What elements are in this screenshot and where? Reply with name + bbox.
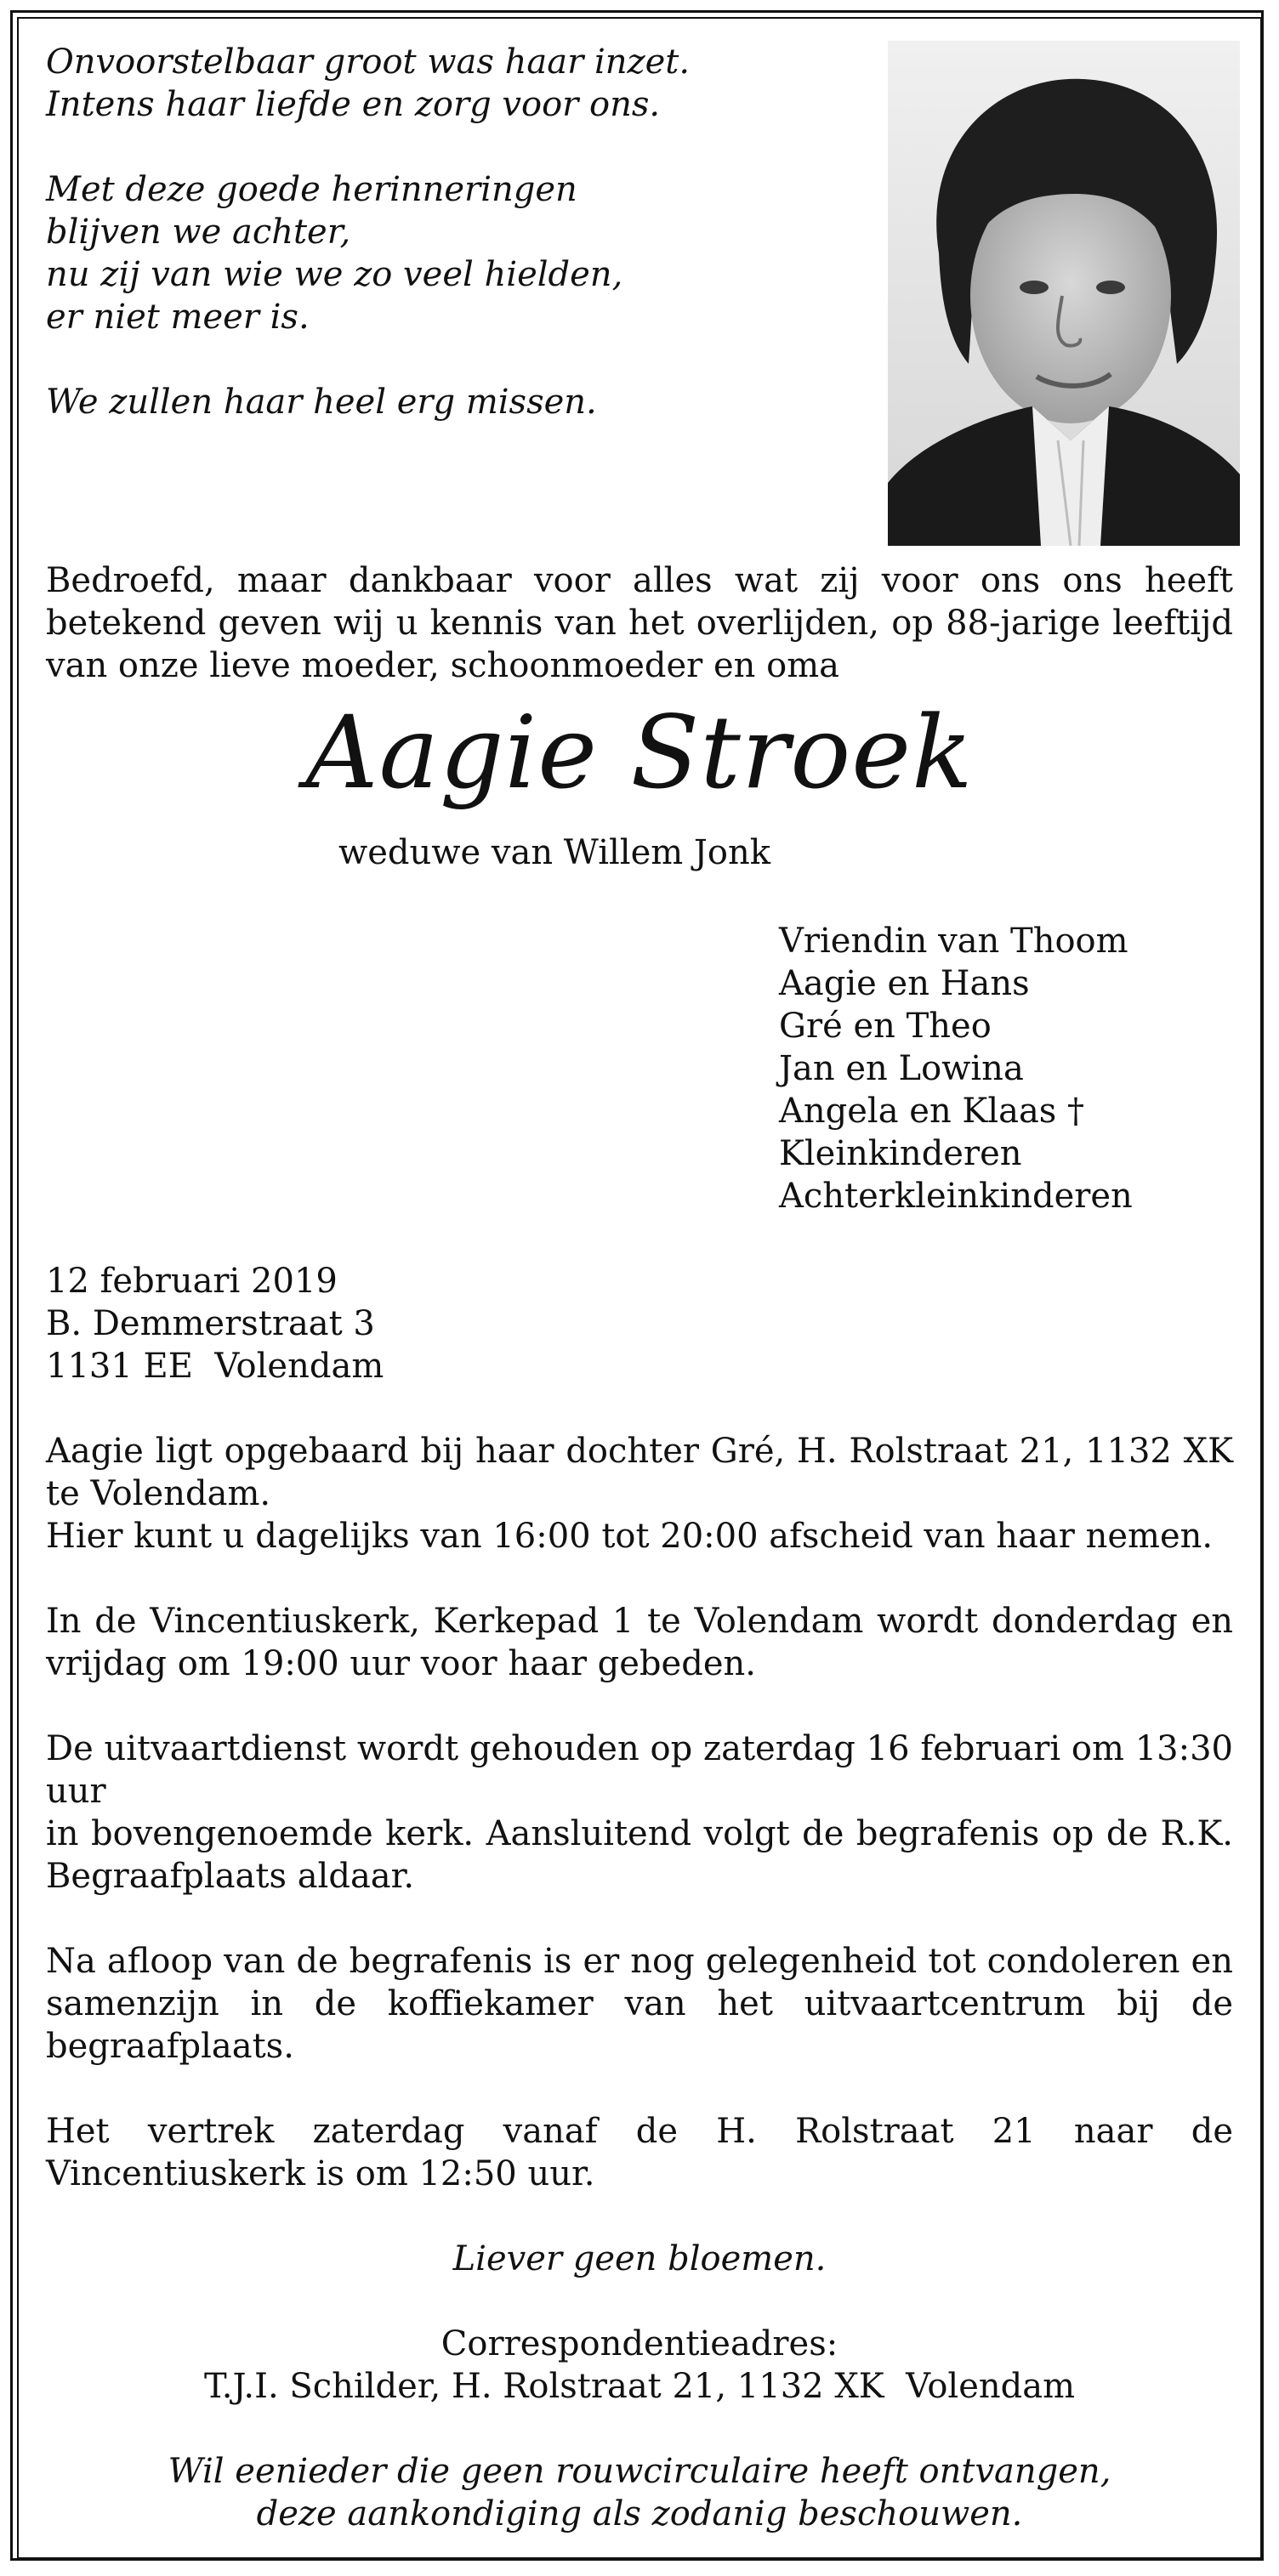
paragraph-departure: Het vertrek zaterdag vanaf de H. Rolstraat 21 naar de Vincentiuskerk is om 12:50 uur. xyxy=(46,2112,1233,2193)
family-member: Jan en Lowina xyxy=(779,1049,1024,1088)
poem-stanza xyxy=(46,168,862,338)
poem-line: Intens haar liefde en zorg voor ons. xyxy=(46,85,661,124)
poem-line: Onvoorstelbaar groot was haar inzet. xyxy=(46,43,691,82)
poem-stanza xyxy=(46,41,862,126)
family-member: Kleinkinderen xyxy=(779,1134,1022,1173)
flowers-note: Liever geen bloemen. xyxy=(452,2239,827,2278)
date-and-address xyxy=(46,1260,1233,1387)
closing-line: Wil eenieder die geen rouwcirculaire heeft ontvangen, xyxy=(168,2452,1111,2491)
correspondence-address: T.J.I. Schilder, H. Rolstraat 21, 1132 XK Volendam xyxy=(203,2367,1076,2406)
deceased-subtitle: weduwe van Willem Jonk xyxy=(338,833,771,872)
poem xyxy=(46,41,862,466)
family-member: Achterkleinkinderen xyxy=(779,1177,1133,1216)
family-member: Gré en Theo xyxy=(779,1007,992,1046)
viewing-location: Aagie ligt opgebaard bij haar dochter Gré, H. Rolstraat 21, 1132 XK te Volendam. xyxy=(46,1432,1233,1513)
poem-line: nu zij van wie we zo veel hielden, xyxy=(46,255,623,294)
family-member: Aagie en Hans xyxy=(779,964,1030,1003)
paragraph-condolence: Na afloop van de begrafenis is er nog gelegenheid tot condoleren en samenzijn in de koffiekamer van het uitvaartcentrum bij de begraafplaats. xyxy=(46,1942,1233,2066)
poem-line: er niet meer is. xyxy=(46,298,310,337)
portrait-photo xyxy=(888,41,1240,546)
paragraph-viewing xyxy=(46,1430,1233,1558)
family-list xyxy=(779,920,1238,1217)
intro-text: Bedroefd, maar dankbaar voor alles wat zij voor ons ons heeft betekend geven wij u kennis van het overlijden, op 88-jarige leeftijd van onze lieve moeder, schoonmoeder en oma xyxy=(46,561,1233,685)
poem-line: We zullen haar heel erg missen. xyxy=(46,383,597,422)
poem-stanza xyxy=(46,381,862,423)
date-line: 12 februari 2019 xyxy=(46,1262,338,1301)
family-member: Angela en Klaas † xyxy=(779,1092,1085,1131)
correspondence xyxy=(46,2323,1233,2408)
viewing-hours: Hier kunt u dagelijks van 16:00 tot 20:00 afscheid van haar nemen. xyxy=(46,1517,1214,1556)
poem-line: blijven we achter, xyxy=(46,213,351,252)
deceased-name: Aagie Stroek xyxy=(305,694,974,811)
service-time: De uitvaartdienst wordt gehouden op zaterdag 16 februari om 13:30 uur xyxy=(46,1729,1233,1811)
family-member: Vriendin van Thoom xyxy=(779,922,1128,961)
street-line: B. Demmerstraat 3 xyxy=(46,1304,375,1343)
closing-note xyxy=(46,2450,1233,2535)
portrait-image xyxy=(888,41,1240,546)
closing-line: deze aankondiging als zodanig beschouwen. xyxy=(256,2494,1023,2533)
poem-line: Met deze goede herinneringen xyxy=(46,170,577,209)
service-burial: in bovengenoemde kerk. Aansluitend volgt de begrafenis op de R.K. Begraafplaats aldaar. xyxy=(46,1814,1233,1896)
paragraph-prayer: In de Vincentiuskerk, Kerkepad 1 te Volendam wordt donderdag en vrijdag om 19:00 uur voor haar gebeden. xyxy=(46,1602,1233,1683)
paragraph-service xyxy=(46,1728,1233,1898)
postal-line: 1131 EE Volendam xyxy=(46,1347,384,1386)
correspondence-label: Correspondentieadres: xyxy=(441,2324,838,2363)
